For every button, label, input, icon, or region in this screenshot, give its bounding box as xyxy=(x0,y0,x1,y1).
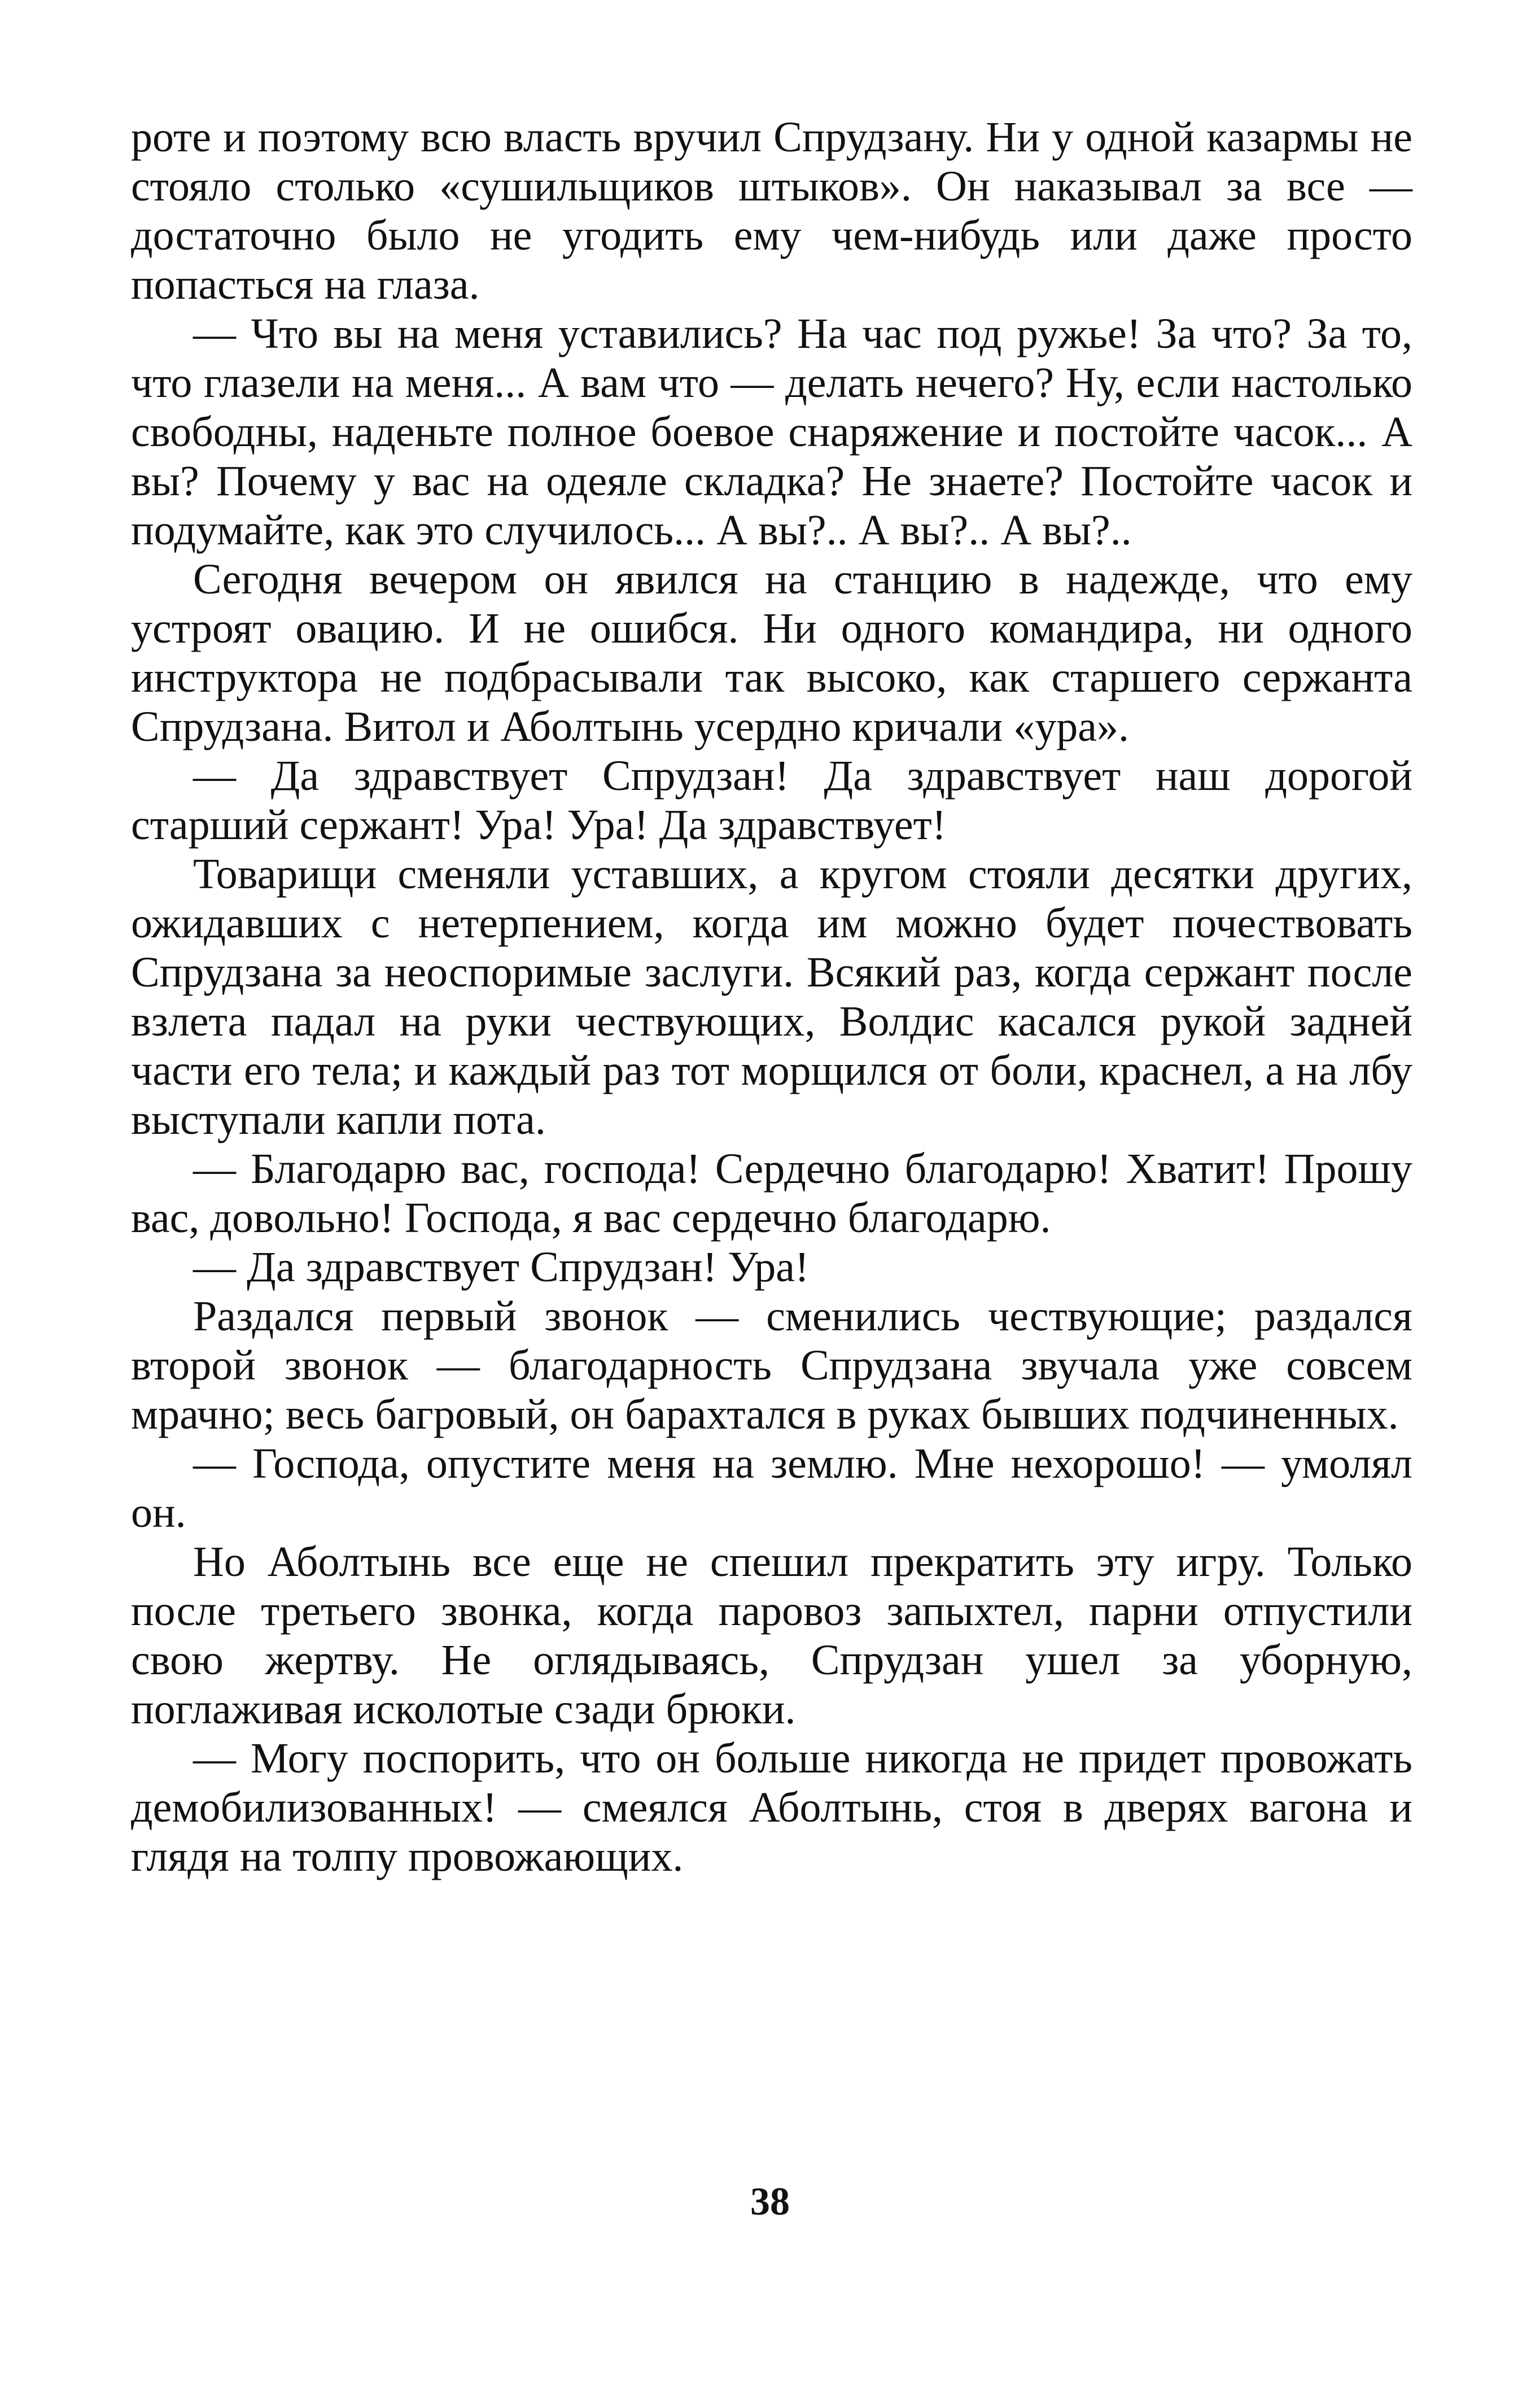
paragraph: Раздался первый звонок — сменились чествующие; раздался второй звонок — благодарность Спрудзана звучала уже совсем мрачно; весь багровый, он барахтался в руках бывших подчиненных. xyxy=(131,1293,1412,1438)
paragraph-dialogue: — Господа, опустите меня на землю. Мне нехорошо! — умолял он. xyxy=(131,1440,1412,1536)
paragraph-dialogue: — Что вы на меня уставились? На час под ружье! За что? За то, что глазели на меня... А вам что — делать нечего? Ну, если настолько свободны, наденьте полное боевое снаряжение и постойте часок... А вы? Почему у вас на одеяле складка? Не знаете? Постойте часок и подумайте, как это случилось... А вы?.. А вы?.. А вы?.. xyxy=(131,310,1412,554)
paragraph-continuation: роте и поэтому всю власть вручил Спрудзану. Ни у одной казармы не стояло столько «сушильщиков штыков». Он наказывал за все — достаточно было не угодить ему чем-нибудь или даже просто попасться на глаза. xyxy=(131,113,1412,308)
page-number: 38 xyxy=(750,2180,790,2224)
paragraph-dialogue: — Да здравствует Спрудзан! Ура! xyxy=(193,1243,810,1291)
paragraph: Сегодня вечером он явился на станцию в надежде, что ему устроят овацию. И не ошибся. Ни одного командира, ни одного инструктора не подбрасывали так высоко, как старшего сержанта Спрудзана. Витол и Аболтынь усердно кричали «ура». xyxy=(131,556,1412,750)
paragraph: Но Аболтынь все еще не спешил прекратить эту игру. Только после третьего звонка, когда паровоз запыхтел, парни отпустили свою жертву. Не оглядываясь, Спрудзан ушел за уборную, поглаживая исколотые сзади брюки. xyxy=(131,1538,1412,1733)
book-page-text xyxy=(131,113,1412,1881)
paragraph-dialogue: — Могу поспорить, что он больше никогда не придет провожать демобилизованных! — смеялся Аболтынь, стоя в дверях вагона и глядя на толпу провожающих. xyxy=(131,1735,1412,1880)
paragraph: Товарищи сменяли уставших, а кругом стояли десятки других, ожидавших с нетерпением, когда им можно будет почествовать Спрудзана за неоспоримые заслуги. Всякий раз, когда сержант после взлета падал на руки чествующих, Волдис касался рукой задней части его тела; и каждый раз тот морщился от боли, краснел, а на лбу выступали капли пота. xyxy=(131,850,1412,1143)
paragraph-dialogue: — Да здравствует Спрудзан! Да здравствует наш дорогой старший сержант! Ура! Ура! Да здравствует! xyxy=(131,752,1412,849)
paragraph-dialogue: — Благодарю вас, господа! Сердечно благодарю! Хватит! Прошу вас, довольно! Господа, я вас сердечно благодарю. xyxy=(131,1145,1412,1242)
